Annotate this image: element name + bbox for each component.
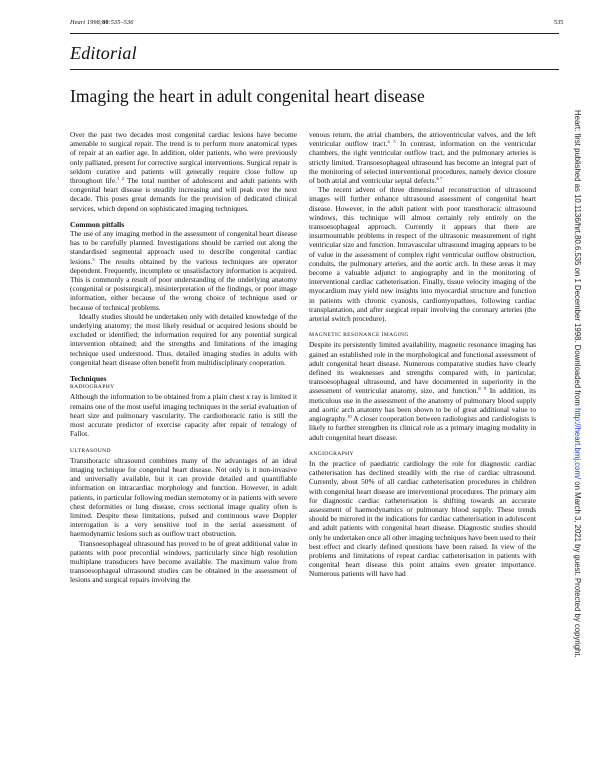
left-column <box>70 130 297 585</box>
paragraph-ultrasound: Transthoracic ultrasound combines many of the advantages of an ideal imaging technique for congenital heart disease. Not only is it non-invasive and universally available, but it can provide detailed and quantifiable information on intracardiac morphology and function. However, in adult patients, in particular following median sternotomy or in patients with severe chest deformities or lung disease, cross sectional image quality often is limited. Despite these limitations, pulsed and continuous wave Doppler interrogation is a very sensitive tool in the serial assessment of haemodynamic lesions such as outflow tract obstruction. <box>70 455 297 539</box>
subheading-radiography: RADIOGRAPHY <box>70 384 115 391</box>
heading-common-pitfalls: Common pitfalls <box>70 219 125 229</box>
paragraph-mri: Despite its persistently limited availability, magnetic resonance imaging has gained an established role in the morphological and functional assessment of adult congenital heart disease. Numerous comparative studies have clearly defined its weaknesses and strengths compared with, in particular, transoesophageal ultrasound, and have documented in superiority in the assessment of ventricular anatomy, size, and function.$^{8 9}$ In addition, its meticulous use in the assessment of the anatomy of pulmonary blood supply and aortic arch anatomy has been shown to be of great additional value to angiography.$^{10}$ A closer cooperation between radiologists and cardiologists is likely to further strengthen its clinical role as a primary imaging modality in adult congenital heart disease. <box>309 340 537 442</box>
paragraph-ideally: Ideally studies should be undertaken only with detailed knowledge of the underlying anatomy; the most likely residual or acquired lesions should be excluded or identified; the information required for any potential surgical intervention obtained; and the strengths and limitations of the imaging technique used understood. Thus, detailed imaging studies in adults with congenital heart disease often benefit from multidisciplinary cooperation. <box>70 311 297 367</box>
journal-url-link[interactable]: http://heart.bmj.com/ <box>573 408 582 480</box>
paragraph-transoesophageal: Transoesophageal ultrasound has proved to be of great additional value in patients with poor precordial windows, particularly since high resolution multiplane transducers have become available. The maximum value from transoesophageal ultrasound studies can be obtained in the assessment of lesions and surgical repairs involving the <box>70 538 297 585</box>
copyright-sidebar-text: Heart: first published as 10.1136/hrt.80.6.535 on 1 December 1998. Downloaded from http://heart.bmj.com/ on March 3, 2021 by guest. Protected by copyright. <box>573 110 582 658</box>
citation-year: 1998; <box>85 19 103 26</box>
article-title: Imaging the heart in adult congenital heart disease <box>70 86 425 106</box>
subheading-angiography: ANGIOGRAPHY <box>309 450 354 457</box>
paragraph-radiography: Although the information to be obtained from a plain chest x ray is limited it remains one of the most useful imaging techniques in the serial evaluation of heart size and pulmonary vascularity. The cardiothoracic ratio is still the most accurate predictor of exercise capacity after repair of tetralogy of Fallot. <box>70 392 297 439</box>
section-label: Editorial <box>70 43 137 63</box>
paragraph-continuation: venous return, the atrial chambers, the atrioventricular valves, and the left ventricular outflow tract.$^{4 5}$ In contrast, information on the ventricular chambers, the right ventricular outflow tract, and the pulmonary arteries is strictly limited. Transoesophageal ultrasound has become an integral part of the monitoring of selected interventional procedures, namely device closure of both atrial and ventricular septal defects.$^{6 7}$ <box>309 130 536 186</box>
subheading-ultrasound: ULTRASOUND <box>70 447 111 454</box>
heading-techniques: Techniques <box>70 374 107 384</box>
paragraph-intro: Over the past two decades most congenital cardiac lesions have become amenable to surgical repair. The trend is to perform more anatomical types of repair at an earlier age. In addition, older patients, who were previously only palliated, present for corrective surgical interventions. Surgical repair is seldom curative and patients will generally require close follow up throughout life.$^{1 2}$ The total number of adolescent and adult patients with congenital heart disease is steadily increasing and will peak over the next decade. This poses great demands for the provision of dedicated clinical services, which depend on sophisticated imaging techniques. <box>70 130 298 213</box>
paragraph-angiography: In the practice of paediatric cardiology the role for diagnostic cardiac catheterisation has declined steadily with the rise of cardiac ultrasound. Currently, about 50% of all cardiac catheterisation procedures in children with congenital heart disease are interventional procedures. The primary aim for diagnostic cardiac catheterisation is shifting towards an accurate assessment of haemodynamics or pulmonary blood supply. These trends should be mirrored in the indications for cardiac catheterisation in adolescent and adult patients with congenital heart disease. Diagnostic studies should only be undertaken once all other imaging techniques have been used to their best effect and clearly defined questions have been raised. In view of the problems and limitations of repeat cardiac catheterisation in patients with congenital heart disease this point attains even greater importance. Numerous patients will have had <box>309 458 536 579</box>
section-rule <box>70 69 559 70</box>
page-number: 535 <box>554 19 564 26</box>
journal-name: Heart <box>70 19 86 26</box>
header-rule <box>70 33 559 34</box>
citation-pages: :535–536 <box>108 19 134 26</box>
right-column <box>309 130 536 579</box>
paragraph-three-dimensional: The recent advent of three dimensional reconstruction of ultrasound images will further enhance ultrasound assessment of congenital heart disease. However, in the adult patient with poor transthoracic ultrasound windows, this technique will almost certainly rely entirely on the transoesophageal approach. Currently it appears that there are insurmountable problems in respect of the ultrasonic measurement of right ventricular size and function. Intravascular ultrasound imaging appears to be of value in the assessment of complex right ventricular outflow obstruction, conduits, the pulmonary arteries, and the aortic arch. In these areas it may become a valuable adjunct to angiography and in the monitoring of interventional cardiac catheterisation. Finally, tissue velocity imaging of the myocardium may yield new insights into myocardial structure and function in patients with chronic cyanosis, cardiomyopathies, following cardiac transplantation, and after surgical repair involving the coronary arteries (the arterial switch procedure). <box>309 185 536 324</box>
running-head-citation <box>70 19 134 26</box>
subheading-mri: MAGNETIC RESONANCE IMAGING <box>309 332 409 339</box>
citation-volume: 80 <box>102 19 109 26</box>
copyright-sidebar <box>573 110 589 750</box>
paragraph-pitfalls: The use of any imaging method in the assessment of congenital heart disease has to be carefully planned. Investigations should be carried out along the standardised segmental approach used to describe congenital cardiac lesions.$^3$ The results obtained by the various techniques are operator dependent. Frequently, incomplete or unsatisfactory information is acquired. This is commonly a result of poor understanding of the underlying anatomy (congenital or postsurgical), misinterpretation of the findings, or poor image information, either because of the wrong choice of technique used or because of technical problems. <box>70 229 297 312</box>
